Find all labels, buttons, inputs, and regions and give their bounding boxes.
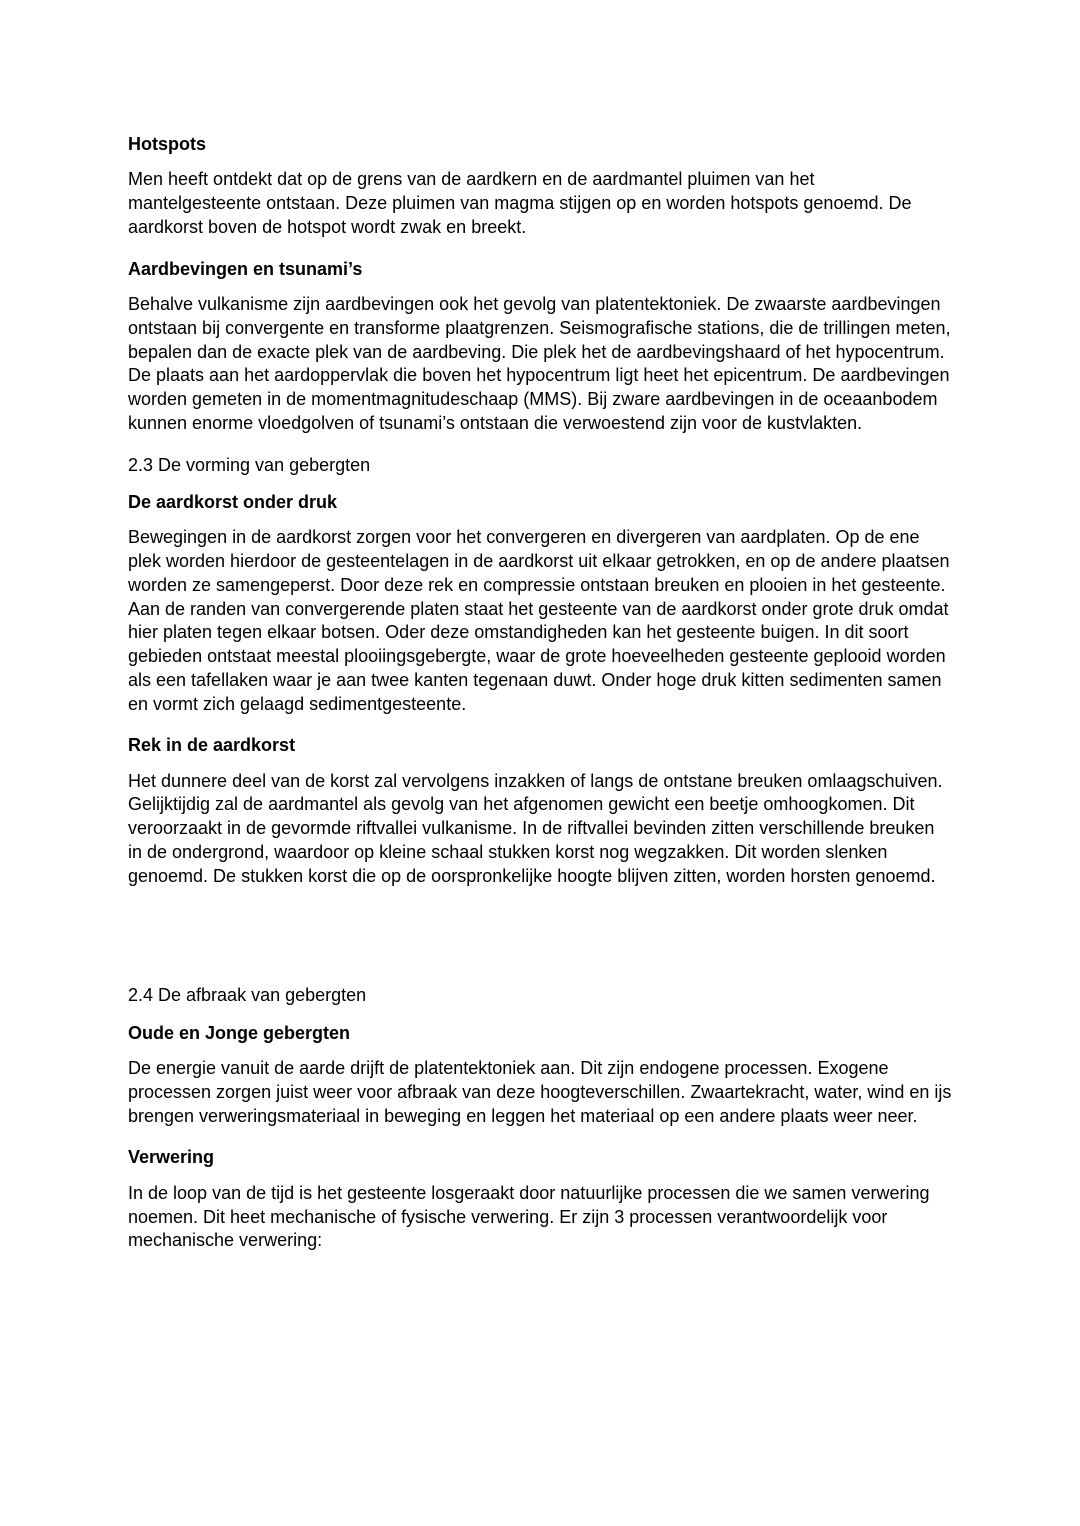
paragraph-rek-in-de-aardkorst: Het dunnere deel van de korst zal vervolgens inzakken of langs de ontstane breuken omlaagschuiven. Gelijktijdig zal de aardmantel als gevolg van het afgenomen gewicht een beetje omhoogkomen. Dit veroorzaakt in de gevormde riftvallei vulkanisme. In de riftvallei bevinden zitten verschillende breuken in de ondergrond, waardoor op kleine schaal stukken korst nog wegzakken. Dit worden slenken genoemd. De stukken korst die op de oorspronkelijke hoogte blijven zitten, worden horsten genoemd. (128, 770, 943, 886)
paragraph-verwering: In de loop van de tijd is het gesteente losgeraakt door natuurlijke processen die we samen verwering noemen. Dit heet mechanische of fysische verwering. Er zijn 3 processen verantwoordelijk voor mechanische verwering: (128, 1182, 930, 1251)
section-heading-verwering: Verwering (128, 1147, 215, 1168)
paragraph-hotspots: Men heeft ontdekt dat op de grens van de aardkern en de aardmantel pluimen van het mantelgesteente ontstaan. Deze pluimen van magma stijgen op en worden hotspots genoemd. De aardkorst boven de hotspot wordt zwak en breekt. (128, 169, 912, 237)
paragraph-oude-en-jonge-gebergten: De energie vanuit de aarde drijft de platentektoniek aan. Dit zijn endogene processen. Exogene processen zorgen juist weer voor afbraak van deze hoogteverschillen. Zwaartekracht, water, wind en ijs brengen verweringsmateriaal in beweging en leggen het materiaal op een andere plaats weer neer. (128, 1058, 952, 1126)
section-heading-rek-in-de-aardkorst: Rek in de aardkorst (128, 735, 296, 756)
paragraph-aardkorst-onder-druk: Bewegingen in de aardkorst zorgen voor het convergeren en divergeren van aardplaten. Op de ene plek worden hierdoor de gesteentelagen in de aardkorst uit elkaar getrokken, en op de andere plaatsen worden ze samengeperst. Door deze rek en compressie ontstaan breuken en plooien in het gesteente. Aan de randen van convergerende platen staat het gesteente van de aardkorst onder grote druk omdat hier platen tegen elkaar botsen. Oder deze omstandigheden kan het gesteente buigen. In dit soort gebieden ontstaat meestal plooiingsgebergte, waar de grote hoeveelheden gesteente geplooid worden als een tafellaken waar je aan twee kanten tegenaan duwt. Onder hoge druk kitten sedimenten samen en vormt zich gelaagd sedimentgesteente. (128, 527, 950, 714)
section-heading-aardkorst-onder-druk: De aardkorst onder druk (128, 491, 338, 512)
section-number-2-3: 2.3 De vorming van gebergten (128, 454, 371, 475)
section-heading-oude-en-jonge-gebergten: Oude en Jonge gebergten (128, 1022, 351, 1043)
paragraph-aardbevingen-en-tsunamis: Behalve vulkanisme zijn aardbevingen ook het gevolg van platentektoniek. De zwaarste aardbevingen ontstaan bij convergente en transforme plaatgrenzen. Seismografische stations, die de trillingen meten, bepalen dan de exacte plek van de aardbeving. Die plek het de aardbevingshaard of het hypocentrum. De plaats aan het aardoppervlak die boven het hypocentrum ligt heet het epicentrum. De aardbevingen worden gemeten in de momentmagnitudeschaap (MMS). Bij zware aardbevingen in de oceaanbodem kunnen enorme vloedgolven of tsunami’s ontstaan die verwoestend zijn voor de kustvlakten. (128, 294, 951, 433)
section-number-2-4: 2.4 De afbraak van gebergten (128, 985, 367, 1006)
section-heading-hotspots: Hotspots (128, 134, 206, 154)
section-heading-aardbevingen-en-tsunamis: Aardbevingen en tsunami’s (128, 258, 363, 279)
